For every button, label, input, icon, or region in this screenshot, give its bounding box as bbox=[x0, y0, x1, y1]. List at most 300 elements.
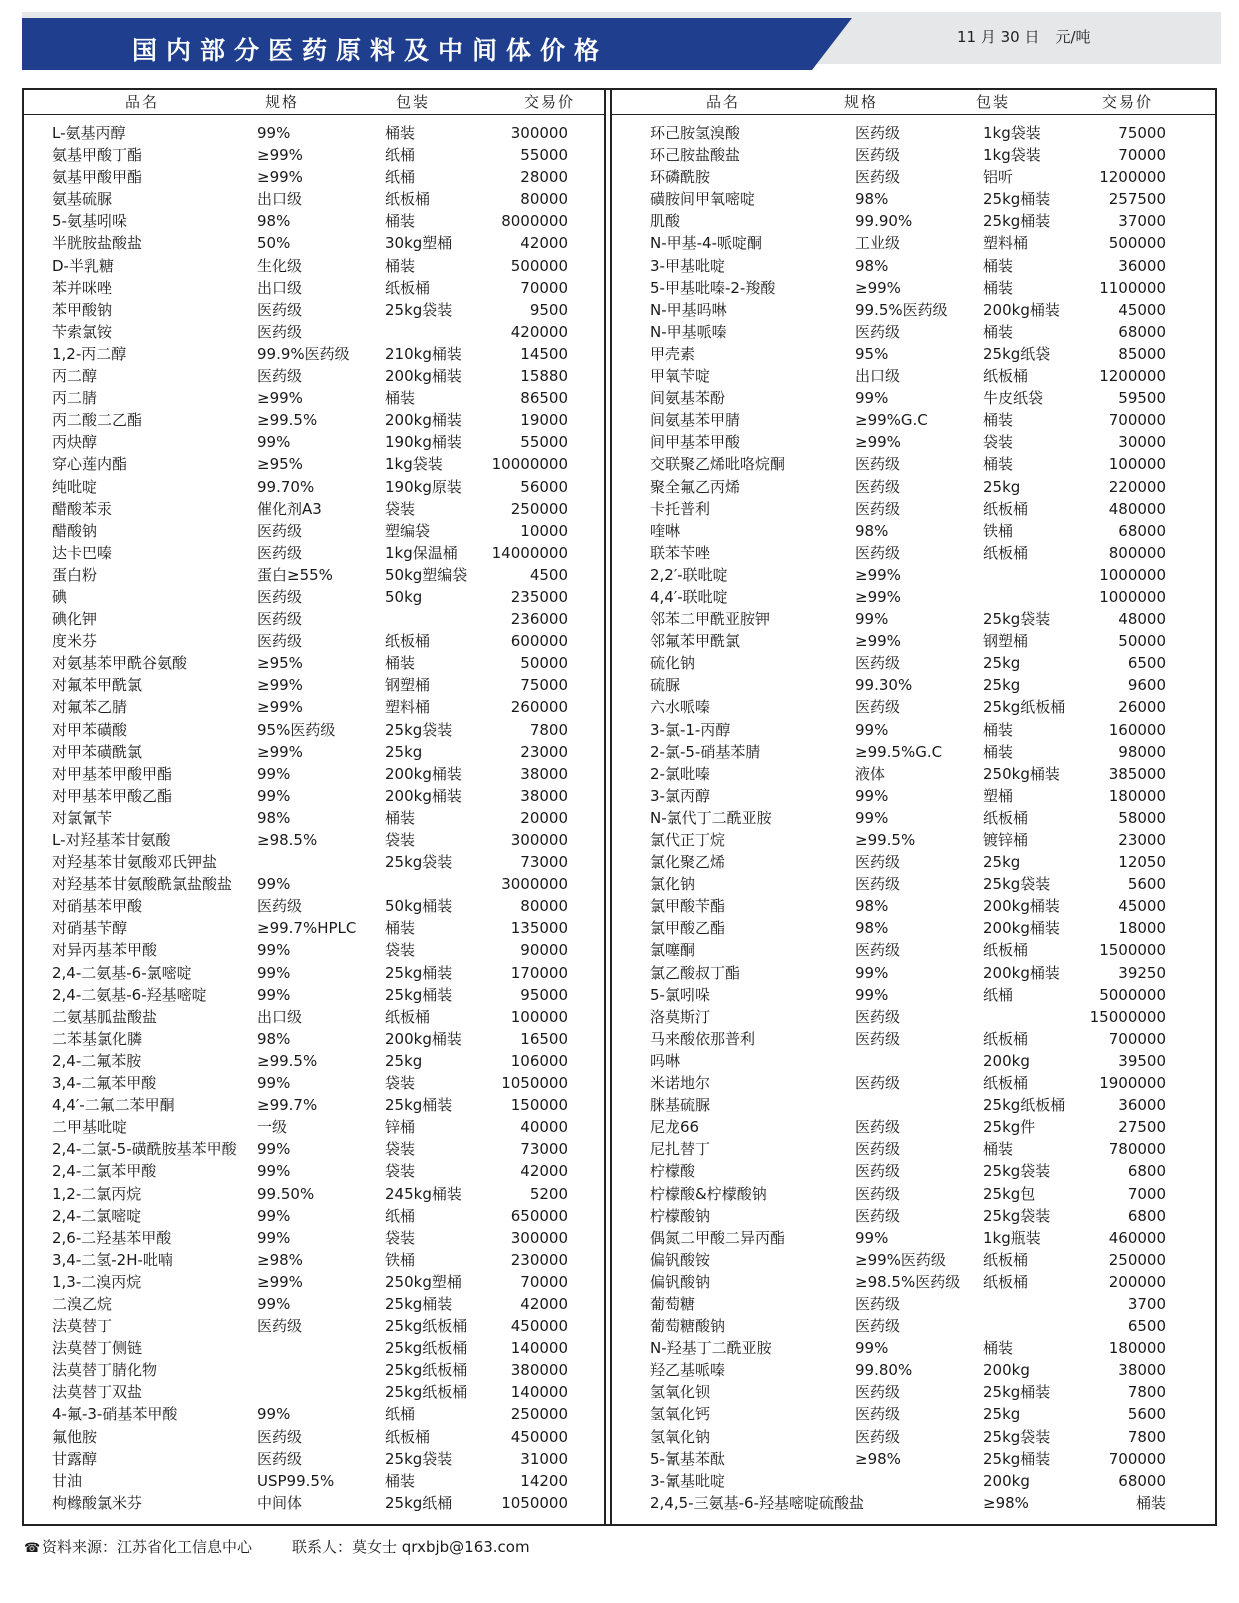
price: 1200000 bbox=[1099, 168, 1166, 187]
table-row bbox=[52, 652, 568, 674]
product-name: 蛋白粉 bbox=[52, 565, 98, 584]
spec: 医药级 bbox=[257, 897, 303, 916]
product-name: 碘化钾 bbox=[52, 610, 98, 629]
table-row bbox=[52, 564, 568, 586]
spec: 98% bbox=[855, 256, 889, 275]
packaging: 纸板桶 bbox=[983, 808, 1029, 827]
price: 73000 bbox=[520, 1140, 568, 1159]
price: 135000 bbox=[510, 919, 568, 938]
spec: 医药级 bbox=[257, 543, 303, 562]
table-row bbox=[650, 542, 1166, 564]
table-row bbox=[52, 586, 568, 608]
price: 100000 bbox=[510, 1007, 568, 1026]
price: 7800 bbox=[529, 720, 568, 739]
packaging: 塑料桶 bbox=[983, 234, 1029, 253]
table-row bbox=[52, 343, 568, 365]
product-name: 环磷酰胺 bbox=[650, 168, 711, 187]
table-row bbox=[52, 1293, 568, 1315]
product-name: 邻氟苯甲酰氯 bbox=[650, 632, 741, 651]
table-row bbox=[650, 1227, 1166, 1249]
product-name: 对氯氰苄 bbox=[52, 808, 113, 827]
spec: 50% bbox=[257, 234, 291, 253]
packaging: 200kg桶装 bbox=[983, 963, 1060, 982]
table-row bbox=[650, 1448, 1166, 1470]
spec: 医药级 bbox=[257, 1449, 303, 1468]
packaging: 纸板桶 bbox=[983, 543, 1029, 562]
spec: 99% bbox=[257, 985, 291, 1004]
spec: 99.30% bbox=[855, 676, 913, 695]
spec: 99% bbox=[257, 1228, 291, 1247]
spec: ≥99% bbox=[257, 168, 303, 187]
spec: 医药级 bbox=[257, 1427, 303, 1446]
table-row bbox=[52, 365, 568, 387]
table-row bbox=[650, 696, 1166, 718]
product-name: 丙二酸二乙酯 bbox=[52, 411, 143, 430]
price: 45000 bbox=[1118, 897, 1166, 916]
product-name: 二甲基吡啶 bbox=[52, 1118, 128, 1137]
table-row bbox=[52, 1381, 568, 1403]
table-row bbox=[650, 409, 1166, 431]
packaging: 纸板桶 bbox=[385, 1007, 431, 1026]
packaging: 25kg纸板桶 bbox=[983, 698, 1066, 717]
table-row bbox=[52, 674, 568, 696]
spec: 医药级 bbox=[855, 499, 901, 518]
spec: 液体 bbox=[855, 764, 886, 783]
price: 38000 bbox=[520, 786, 568, 805]
product-name: 葡萄糖酸钠 bbox=[650, 1317, 726, 1336]
product-name: 2-氯-5-硝基苯腈 bbox=[650, 742, 761, 761]
table-row bbox=[52, 1160, 568, 1182]
spec: 98% bbox=[855, 919, 889, 938]
spec: 99% bbox=[257, 1140, 291, 1159]
table-row bbox=[650, 1183, 1166, 1205]
price: 14200 bbox=[520, 1471, 568, 1490]
product-name: 氯乙酸叔丁酯 bbox=[650, 963, 741, 982]
product-name: 尼扎替丁 bbox=[650, 1140, 711, 1159]
table-row bbox=[52, 431, 568, 453]
spec: 出口级 bbox=[257, 1007, 303, 1026]
price: 38000 bbox=[1118, 1361, 1166, 1380]
product-name: 2,4-二氯苯甲酸 bbox=[52, 1162, 157, 1181]
price: 58000 bbox=[1118, 808, 1166, 827]
price: 1500000 bbox=[1099, 941, 1166, 960]
spec: 医药级 bbox=[855, 1317, 901, 1336]
table-row bbox=[52, 1492, 568, 1514]
price: 28000 bbox=[520, 168, 568, 187]
price: 500000 bbox=[1108, 234, 1166, 253]
table-row bbox=[52, 1470, 568, 1492]
price: 180000 bbox=[1108, 1339, 1166, 1358]
price: 31000 bbox=[520, 1449, 568, 1468]
packaging: 200kg桶装 bbox=[983, 300, 1060, 319]
product-name: 2,6-二羟基苯甲酸 bbox=[52, 1228, 172, 1247]
spec: 99% bbox=[257, 875, 291, 894]
price: 300000 bbox=[510, 1228, 568, 1247]
packaging: 25kg桶装 bbox=[385, 1096, 453, 1115]
packaging: 纸板桶 bbox=[983, 1272, 1029, 1291]
packaging: 1kg袋装 bbox=[385, 455, 443, 474]
table-row bbox=[52, 1227, 568, 1249]
product-name: 氟他胺 bbox=[52, 1427, 98, 1446]
product-name: 5-氨基吲哚 bbox=[52, 212, 127, 231]
product-name: 5-氰基苯酞 bbox=[650, 1449, 725, 1468]
packaging: 纸板桶 bbox=[385, 1427, 431, 1446]
packaging: 25kg纸板桶 bbox=[385, 1317, 468, 1336]
product-name: 间氨基苯酚 bbox=[650, 389, 726, 408]
price: 380000 bbox=[510, 1361, 568, 1380]
packaging: 25kg bbox=[983, 1405, 1021, 1424]
table-row bbox=[650, 1381, 1166, 1403]
packaging: 25kg纸板桶 bbox=[385, 1339, 468, 1358]
product-name: 二氨基胍盐酸盐 bbox=[52, 1007, 158, 1026]
spec: 医药级 bbox=[855, 1405, 901, 1424]
price: 460000 bbox=[1108, 1228, 1166, 1247]
table-row bbox=[52, 277, 568, 299]
packaging: 50kg桶装 bbox=[385, 897, 453, 916]
packaging: 铝听 bbox=[983, 168, 1014, 187]
packaging: 牛皮纸袋 bbox=[983, 389, 1044, 408]
product-name: 柠檬酸 bbox=[650, 1162, 696, 1181]
packaging: 200kg桶装 bbox=[385, 786, 462, 805]
price: 68000 bbox=[1118, 1471, 1166, 1490]
spec: 出口级 bbox=[257, 190, 303, 209]
packaging: 纸板桶 bbox=[385, 632, 431, 651]
packaging: 镀锌桶 bbox=[983, 831, 1029, 849]
product-name: L-氨基丙醇 bbox=[52, 124, 126, 142]
price: 600000 bbox=[510, 632, 568, 651]
price: 12050 bbox=[1118, 853, 1166, 872]
price: 5000000 bbox=[1099, 985, 1166, 1004]
spec: 99% bbox=[257, 1206, 291, 1225]
packaging: 25kg袋装 bbox=[983, 610, 1051, 629]
price: 55000 bbox=[520, 433, 568, 452]
product-name: 偶氮二甲酸二异丙酯 bbox=[650, 1228, 786, 1247]
spec: 99.90% bbox=[855, 212, 913, 231]
product-name: 尼龙66 bbox=[650, 1118, 700, 1137]
table-row bbox=[650, 1050, 1166, 1072]
table-row bbox=[52, 520, 568, 542]
price: 450000 bbox=[510, 1317, 568, 1336]
product-name: 醋酸钠 bbox=[52, 521, 98, 540]
table-row bbox=[650, 144, 1166, 166]
source-text: 资料来源：江苏省化工信息中心 bbox=[42, 1538, 253, 1556]
table-row bbox=[650, 1072, 1166, 1094]
packaging: 袋装 bbox=[983, 433, 1014, 452]
price: 5600 bbox=[1127, 1405, 1166, 1424]
spec: 98% bbox=[855, 521, 889, 540]
price: 5200 bbox=[529, 1184, 568, 1203]
packaging: 桶装 bbox=[983, 1339, 1014, 1358]
price: 300000 bbox=[510, 124, 568, 142]
table-row bbox=[650, 851, 1166, 873]
product-name: 环己胺氢溴酸 bbox=[650, 124, 741, 142]
price: 10000 bbox=[520, 521, 568, 540]
product-name: 枸橼酸氯米芬 bbox=[52, 1493, 143, 1512]
packaging: 桶装 bbox=[385, 212, 416, 231]
product-name: 米诺地尔 bbox=[650, 1074, 711, 1093]
packaging: 1kg保温桶 bbox=[385, 543, 458, 562]
packaging: 纸板桶 bbox=[983, 367, 1029, 386]
price: 95000 bbox=[520, 985, 568, 1004]
price: 48000 bbox=[1118, 610, 1166, 629]
spec: 99.80% bbox=[855, 1361, 913, 1380]
product-name: 葡萄糖 bbox=[650, 1294, 696, 1313]
price: 68000 bbox=[1118, 322, 1166, 341]
product-name: 硫化钠 bbox=[650, 654, 696, 673]
spec: ≥99% bbox=[855, 278, 901, 297]
table-row bbox=[650, 917, 1166, 939]
table-row bbox=[52, 1072, 568, 1094]
table-row bbox=[650, 1271, 1166, 1293]
price: 80000 bbox=[520, 190, 568, 209]
packaging: 桶装 bbox=[385, 654, 416, 673]
packaging: 桶装 bbox=[385, 124, 416, 142]
product-name: 氯甲酸苄酯 bbox=[650, 897, 726, 916]
product-name: D-半乳糖 bbox=[52, 256, 114, 275]
table-row bbox=[52, 1448, 568, 1470]
price: 5600 bbox=[1127, 875, 1166, 894]
price: 180000 bbox=[1108, 786, 1166, 805]
price: 700000 bbox=[1108, 411, 1166, 430]
price: 260000 bbox=[510, 698, 568, 717]
product-name: 1,2-二氯丙烷 bbox=[52, 1184, 142, 1203]
spec: 99.50% bbox=[257, 1184, 315, 1203]
table-row bbox=[52, 873, 568, 895]
table-row bbox=[52, 542, 568, 564]
product-name: 氢氧化钙 bbox=[650, 1405, 711, 1424]
product-name: 2-氯吡嗪 bbox=[650, 764, 710, 783]
product-name: 脒基硫脲 bbox=[650, 1096, 711, 1115]
price: 75000 bbox=[520, 676, 568, 695]
packaging: 25kg bbox=[385, 742, 423, 761]
table-row bbox=[52, 321, 568, 343]
packaging: 桶装 bbox=[385, 808, 416, 827]
packaging: 25kg纸板桶 bbox=[385, 1361, 468, 1380]
packaging: 200kg桶装 bbox=[385, 411, 462, 430]
product-name: 氢氧化钠 bbox=[650, 1427, 711, 1446]
product-name: 丙二腈 bbox=[52, 389, 98, 408]
spec: ≥99.5% bbox=[257, 1051, 318, 1070]
product-name: 间氨基苯甲腈 bbox=[650, 411, 741, 430]
table-row bbox=[52, 299, 568, 321]
spec: 医药级 bbox=[855, 1206, 901, 1225]
product-name: 苄索氯铵 bbox=[52, 322, 113, 341]
product-name: 法莫替丁 bbox=[52, 1317, 113, 1336]
product-name: 氯噻酮 bbox=[650, 941, 696, 960]
product-name: 4,4′-联吡啶 bbox=[650, 587, 728, 606]
table-row bbox=[52, 1116, 568, 1138]
table-row bbox=[52, 851, 568, 873]
spec: ≥99.7% bbox=[257, 1096, 318, 1115]
product-name: 对甲苯磺酸 bbox=[52, 720, 128, 739]
spec: 99% bbox=[855, 1228, 889, 1247]
table-row bbox=[52, 1315, 568, 1337]
col-head-pack-right: 包装 bbox=[976, 93, 1011, 111]
price: 1900000 bbox=[1099, 1074, 1166, 1093]
table-row bbox=[650, 232, 1166, 254]
spec: ≥99% bbox=[855, 433, 901, 452]
price: 150000 bbox=[510, 1096, 568, 1115]
packaging: 25kg袋装 bbox=[983, 1162, 1051, 1181]
packaging: 25kg袋装 bbox=[983, 1206, 1051, 1225]
packaging: 25kg纸桶 bbox=[385, 1493, 453, 1512]
table-row bbox=[52, 1183, 568, 1205]
product-name: 磺胺间甲氧嘧啶 bbox=[650, 190, 756, 209]
table-row bbox=[52, 453, 568, 475]
spec: ≥99% bbox=[257, 389, 303, 408]
price: 3000000 bbox=[501, 875, 568, 894]
product-name: 3,4-二氟苯甲酸 bbox=[52, 1074, 157, 1093]
spec: 99.9%医药级 bbox=[257, 344, 350, 363]
product-name: 氯化钠 bbox=[650, 875, 696, 894]
price: 140000 bbox=[510, 1383, 568, 1402]
product-name: 氢氧化钡 bbox=[650, 1383, 711, 1402]
spec: 医药级 bbox=[855, 1074, 901, 1093]
packaging: 25kg件 bbox=[983, 1118, 1036, 1137]
spec: 98% bbox=[257, 212, 291, 231]
spec: 医药级 bbox=[855, 1029, 901, 1048]
table-row bbox=[650, 807, 1166, 829]
product-name: L-对羟基苯甘氨酸 bbox=[52, 831, 171, 849]
spec: USP99.5% bbox=[257, 1471, 335, 1490]
product-name: 偏钒酸铵 bbox=[650, 1250, 711, 1269]
table-row bbox=[650, 1028, 1166, 1050]
price: 170000 bbox=[510, 963, 568, 982]
spec: 99% bbox=[257, 1162, 291, 1181]
product-name: N-甲基哌嗪 bbox=[650, 322, 727, 341]
table-row bbox=[650, 1403, 1166, 1425]
spec: 医药级 bbox=[855, 698, 901, 717]
table-row bbox=[650, 873, 1166, 895]
table-row bbox=[52, 1138, 568, 1160]
packaging: 桶装 bbox=[385, 919, 416, 938]
product-name: 1,3-二溴丙烷 bbox=[52, 1272, 142, 1291]
price: 6800 bbox=[1127, 1162, 1166, 1181]
page-header bbox=[22, 12, 1221, 70]
table-row bbox=[650, 188, 1166, 210]
product-name: 达卡巴嗪 bbox=[52, 543, 113, 562]
table-row bbox=[52, 144, 568, 166]
table-row bbox=[52, 962, 568, 984]
spec: 99% bbox=[257, 941, 291, 960]
table-row bbox=[650, 1426, 1166, 1448]
table-row bbox=[52, 984, 568, 1006]
packaging: 25kg bbox=[385, 1051, 423, 1070]
spec: ≥99% bbox=[257, 1272, 303, 1291]
packaging: 200kg桶装 bbox=[385, 764, 462, 783]
packaging: 桶装 bbox=[385, 1471, 416, 1490]
date-unit bbox=[957, 26, 1107, 47]
product-name: N-羟基丁二酰亚胺 bbox=[650, 1339, 772, 1358]
page-title: 国内部分医药原料及中间体价格 bbox=[132, 36, 609, 65]
product-name: N-甲基-4-哌啶酮 bbox=[650, 234, 763, 253]
packaging: 25kg桶装 bbox=[983, 1383, 1051, 1402]
spec: 医药级 bbox=[257, 300, 303, 319]
packaging: 纸板桶 bbox=[385, 190, 431, 209]
price: 80000 bbox=[520, 897, 568, 916]
spec: 医药级 bbox=[855, 322, 901, 341]
price: 55000 bbox=[520, 146, 568, 165]
price: 8000000 bbox=[501, 212, 568, 231]
packaging: 25kg桶装 bbox=[983, 1449, 1051, 1468]
price: 70000 bbox=[1118, 146, 1166, 165]
packaging: 25kg袋装 bbox=[385, 853, 453, 872]
product-name: 卡托普利 bbox=[650, 499, 711, 518]
table-row bbox=[52, 1028, 568, 1050]
table-row bbox=[52, 409, 568, 431]
spec: 99% bbox=[257, 1074, 291, 1093]
spec: 95% bbox=[855, 344, 889, 363]
col-head-price-right: 交易价 bbox=[1102, 93, 1154, 111]
spec: 99.5%医药级 bbox=[855, 300, 948, 319]
product-name: 二苯基氯化膦 bbox=[52, 1029, 143, 1048]
table-row bbox=[52, 1403, 568, 1425]
phone-icon: ☎ bbox=[24, 1541, 41, 1556]
spec: 99% bbox=[855, 389, 889, 408]
spec: 医药级 bbox=[855, 875, 901, 894]
table-row bbox=[52, 608, 568, 630]
column-divider bbox=[604, 88, 612, 1526]
date-label: 11 月 30 日 bbox=[957, 28, 1040, 46]
spec: 医药级 bbox=[855, 1118, 901, 1137]
packaging: 纸板桶 bbox=[983, 1029, 1029, 1048]
price: 1100000 bbox=[1099, 278, 1166, 297]
packaging: 50kg bbox=[385, 587, 423, 606]
packaging: 桶装 bbox=[983, 455, 1014, 474]
packaging: 25kg bbox=[983, 676, 1021, 695]
price: 4500 bbox=[529, 565, 568, 584]
packaging: 25kg bbox=[983, 654, 1021, 673]
price: 85000 bbox=[1118, 344, 1166, 363]
spec: ≥99% bbox=[855, 632, 901, 651]
packaging: 桶装 bbox=[983, 256, 1014, 275]
spec: 催化剂A3 bbox=[257, 499, 322, 518]
product-name: 对硝基苯甲酸 bbox=[52, 897, 143, 916]
product-name: 邻苯二甲酰亚胺钾 bbox=[650, 610, 771, 629]
table-row bbox=[650, 608, 1166, 630]
price: 230000 bbox=[510, 1250, 568, 1269]
price: 1000000 bbox=[1099, 565, 1166, 584]
packaging: 25kg桶装 bbox=[385, 985, 453, 1004]
price: 68000 bbox=[1118, 521, 1166, 540]
product-name: 硫脲 bbox=[650, 676, 681, 695]
table-row bbox=[650, 630, 1166, 652]
price: 800000 bbox=[1108, 543, 1166, 562]
price: 45000 bbox=[1118, 300, 1166, 319]
product-name: 对羟基苯甘氨酸酰氯盐酸盐 bbox=[52, 875, 233, 894]
spec: ≥99.5% bbox=[257, 411, 318, 430]
table-row bbox=[650, 829, 1166, 851]
product-name: 醋酸苯汞 bbox=[52, 499, 113, 518]
product-name: 苯并咪唑 bbox=[52, 278, 113, 297]
table-row bbox=[650, 1249, 1166, 1271]
price: 1050000 bbox=[501, 1074, 568, 1093]
spec: 医药级 bbox=[855, 654, 901, 673]
spec: 医药级 bbox=[855, 1184, 901, 1203]
packaging: 桶装 bbox=[983, 278, 1014, 297]
col-head-pack-left: 包装 bbox=[396, 93, 431, 111]
price: 30000 bbox=[1118, 433, 1166, 452]
price: 6800 bbox=[1127, 1206, 1166, 1225]
product-name: 甲壳素 bbox=[650, 344, 696, 363]
spec: ≥99%G.C bbox=[855, 411, 928, 430]
spec: 医药级 bbox=[855, 1162, 901, 1181]
col-head-spec-left: 规格 bbox=[265, 93, 300, 111]
spec: 医药级 bbox=[257, 521, 303, 540]
price: 20000 bbox=[520, 808, 568, 827]
product-name: 5-甲基吡嗪-2-羧酸 bbox=[650, 278, 776, 297]
packaging: 25kg桶装 bbox=[983, 212, 1051, 231]
